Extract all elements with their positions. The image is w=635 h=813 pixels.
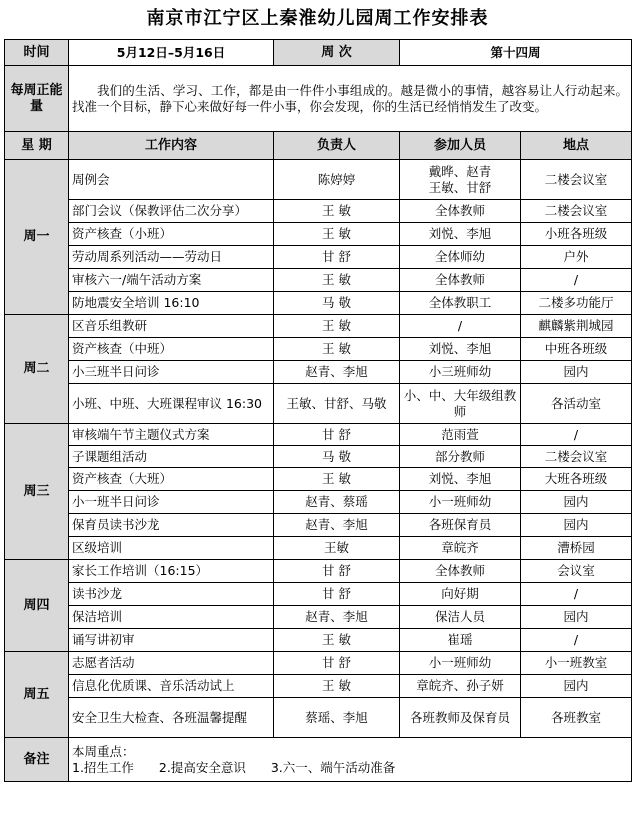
- participants-cell: 各班保育员: [400, 514, 521, 537]
- participants-cell: 全体教师: [400, 560, 521, 583]
- schedule-row: [5, 675, 632, 698]
- place-cell: 麒麟紫荆城园: [521, 315, 632, 338]
- task-cell: 信息化优质课、音乐活动试上: [69, 675, 274, 698]
- leader-cell: 赵青、李旭: [274, 361, 400, 384]
- task-cell: 诵写讲初审: [69, 629, 274, 652]
- place-cell: 各活动室: [521, 384, 632, 424]
- schedule-row: [5, 424, 632, 446]
- schedule-row: [5, 292, 632, 315]
- time-label: 时间: [5, 40, 69, 66]
- leader-cell: 王 敏: [274, 223, 400, 246]
- col-day-header: 星 期: [5, 132, 69, 160]
- place-cell: 各班教室: [521, 698, 632, 738]
- day-label: 周三: [5, 424, 69, 560]
- task-cell: 资产核查（小班）: [69, 223, 274, 246]
- page-title: 南京市江宁区上秦淮幼儿园周工作安排表: [146, 8, 489, 29]
- participants-cell: 小三班师幼: [400, 361, 521, 384]
- col-place-header: 地点: [521, 132, 632, 160]
- leader-cell: 王 敏: [274, 338, 400, 361]
- place-cell: 二楼会议室: [521, 200, 632, 223]
- task-cell: 保育员读书沙龙: [69, 514, 274, 537]
- participants-cell: 向好期: [400, 583, 521, 606]
- leader-cell: 王 敏: [274, 315, 400, 338]
- place-cell: 中班各班级: [521, 338, 632, 361]
- task-cell: 资产核查（中班）: [69, 338, 274, 361]
- notes-label: 备注: [5, 738, 69, 782]
- participants-cell: 章皖齐: [400, 537, 521, 560]
- schedule-row: [5, 698, 632, 738]
- energy-label: 每周正能量: [5, 66, 69, 132]
- time-value: 5月12日–5月16日: [69, 40, 274, 66]
- schedule-row: [5, 629, 632, 652]
- col-participants-header: 参加人员: [400, 132, 521, 160]
- leader-cell: 王 敏: [274, 269, 400, 292]
- leader-cell: 马 敬: [274, 446, 400, 468]
- task-cell: 区级培训: [69, 537, 274, 560]
- task-cell: 审核六一/端午活动方案: [69, 269, 274, 292]
- place-cell: 小一班教室: [521, 652, 632, 675]
- place-cell: 会议室: [521, 560, 632, 583]
- place-cell: 园内: [521, 514, 632, 537]
- schedule-row: [5, 514, 632, 537]
- participants-cell: 章皖齐、孙子妍: [400, 675, 521, 698]
- task-cell: 小三班半日问诊: [69, 361, 274, 384]
- place-cell: /: [521, 629, 632, 652]
- task-cell: 家长工作培训（16:15）: [69, 560, 274, 583]
- participants-cell: 刘悦、李旭: [400, 468, 521, 491]
- participants-cell: 小一班师幼: [400, 652, 521, 675]
- task-cell: 志愿者活动: [69, 652, 274, 675]
- task-cell: 防地震安全培训 16:10: [69, 292, 274, 315]
- schedule-row: [5, 491, 632, 514]
- schedule-row: [5, 315, 632, 338]
- schedule-table: [4, 39, 632, 782]
- leader-cell: 甘 舒: [274, 246, 400, 269]
- participants-cell: 范雨萱: [400, 424, 521, 446]
- notes-row: [5, 738, 632, 782]
- schedule-row: [5, 338, 632, 361]
- col-leader-header: 负责人: [274, 132, 400, 160]
- participants-cell: 小一班师幼: [400, 491, 521, 514]
- task-cell: 区音乐组教研: [69, 315, 274, 338]
- leader-cell: 马 敬: [274, 292, 400, 315]
- task-cell: 小班、中班、大班课程审议 16:30: [69, 384, 274, 424]
- day-label: 周一: [5, 160, 69, 315]
- task-cell: 子课题组活动: [69, 446, 274, 468]
- place-cell: 园内: [521, 675, 632, 698]
- leader-cell: 王 敏: [274, 200, 400, 223]
- schedule-row: [5, 606, 632, 629]
- schedule-row: [5, 468, 632, 491]
- place-cell: /: [521, 424, 632, 446]
- leader-cell: 甘 舒: [274, 560, 400, 583]
- place-cell: 大班各班级: [521, 468, 632, 491]
- leader-cell: 王 敏: [274, 468, 400, 491]
- schedule-row: [5, 560, 632, 583]
- task-cell: 保洁培训: [69, 606, 274, 629]
- place-cell: 二楼会议室: [521, 446, 632, 468]
- place-cell: 小班各班级: [521, 223, 632, 246]
- schedule-row: [5, 652, 632, 675]
- participants-cell: 各班教师及保育员: [400, 698, 521, 738]
- leader-cell: 甘 舒: [274, 583, 400, 606]
- participants-cell: 部分教师: [400, 446, 521, 468]
- participants-cell: 小、中、大年级组教师: [400, 384, 521, 424]
- participants-cell: 刘悦、李旭: [400, 223, 521, 246]
- leader-cell: 甘 舒: [274, 652, 400, 675]
- leader-cell: 赵青、李旭: [274, 606, 400, 629]
- leader-cell: 甘 舒: [274, 424, 400, 446]
- time-row: [5, 40, 632, 66]
- task-cell: 小一班半日问诊: [69, 491, 274, 514]
- place-cell: 园内: [521, 361, 632, 384]
- schedule-row: [5, 160, 632, 200]
- energy-row: [5, 66, 632, 132]
- place-cell: 户外: [521, 246, 632, 269]
- schedule-row: [5, 246, 632, 269]
- participants-cell: 刘悦、李旭: [400, 338, 521, 361]
- place-cell: 漕桥园: [521, 537, 632, 560]
- participants-cell: /: [400, 315, 521, 338]
- participants-cell: 全体教职工: [400, 292, 521, 315]
- leader-cell: 王敏、甘舒、马敬: [274, 384, 400, 424]
- participants-cell: 戴晔、赵青 王敏、甘舒: [400, 160, 521, 200]
- participants-cell: 全体教师: [400, 200, 521, 223]
- schedule-row: [5, 200, 632, 223]
- place-cell: 二楼多功能厅: [521, 292, 632, 315]
- schedule-row: [5, 223, 632, 246]
- schedule-row: [5, 537, 632, 560]
- task-cell: 读书沙龙: [69, 583, 274, 606]
- energy-text: 我们的生活、学习、工作，都是由一件件小事组成的。越是微小的事情，越容易让人行动起来。找准一个目标，静下心来做好每一件小事，你会发现，你的生活已经悄悄发生了改变。: [69, 66, 632, 132]
- day-label: 周二: [5, 315, 69, 424]
- column-header-row: [5, 132, 632, 160]
- notes-heading: 本周重点：: [72, 743, 135, 759]
- leader-cell: 王敏: [274, 537, 400, 560]
- participants-cell: 全体教师: [400, 269, 521, 292]
- schedule-row: [5, 446, 632, 468]
- day-label: 周五: [5, 652, 69, 738]
- leader-cell: 蔡瑶、李旭: [274, 698, 400, 738]
- place-cell: /: [521, 583, 632, 606]
- participants-cell: 崔瑶: [400, 629, 521, 652]
- leader-cell: 陈婷婷: [274, 160, 400, 200]
- place-cell: 二楼会议室: [521, 160, 632, 200]
- participants-cell: 保洁人员: [400, 606, 521, 629]
- schedule-row: [5, 583, 632, 606]
- schedule-row: [5, 384, 632, 424]
- col-task-header: 工作内容: [69, 132, 274, 160]
- schedule-row: [5, 269, 632, 292]
- task-cell: 部门会议（保教评估二次分享）: [69, 200, 274, 223]
- task-cell: 安全卫生大检查、各班温馨提醒: [69, 698, 274, 738]
- leader-cell: 王 敏: [274, 629, 400, 652]
- leader-cell: 赵青、蔡瑶: [274, 491, 400, 514]
- day-label: 周四: [5, 560, 69, 652]
- participants-cell: 全体师幼: [400, 246, 521, 269]
- task-cell: 资产核查（大班）: [69, 468, 274, 491]
- week-label: 周 次: [274, 40, 400, 66]
- place-cell: /: [521, 269, 632, 292]
- task-cell: 周例会: [69, 160, 274, 200]
- schedule-row: [5, 361, 632, 384]
- week-value: 第十四周: [400, 40, 632, 66]
- place-cell: 园内: [521, 606, 632, 629]
- task-cell: 劳动周系列活动——劳动日: [69, 246, 274, 269]
- leader-cell: 王 敏: [274, 675, 400, 698]
- notes-content: [69, 738, 632, 782]
- leader-cell: 赵青、李旭: [274, 514, 400, 537]
- task-cell: 审核端午节主题仪式方案: [69, 424, 274, 446]
- place-cell: 园内: [521, 491, 632, 514]
- notes-items: 1.招生工作 2.提高安全意识 3.六一、端午活动准备: [72, 759, 396, 775]
